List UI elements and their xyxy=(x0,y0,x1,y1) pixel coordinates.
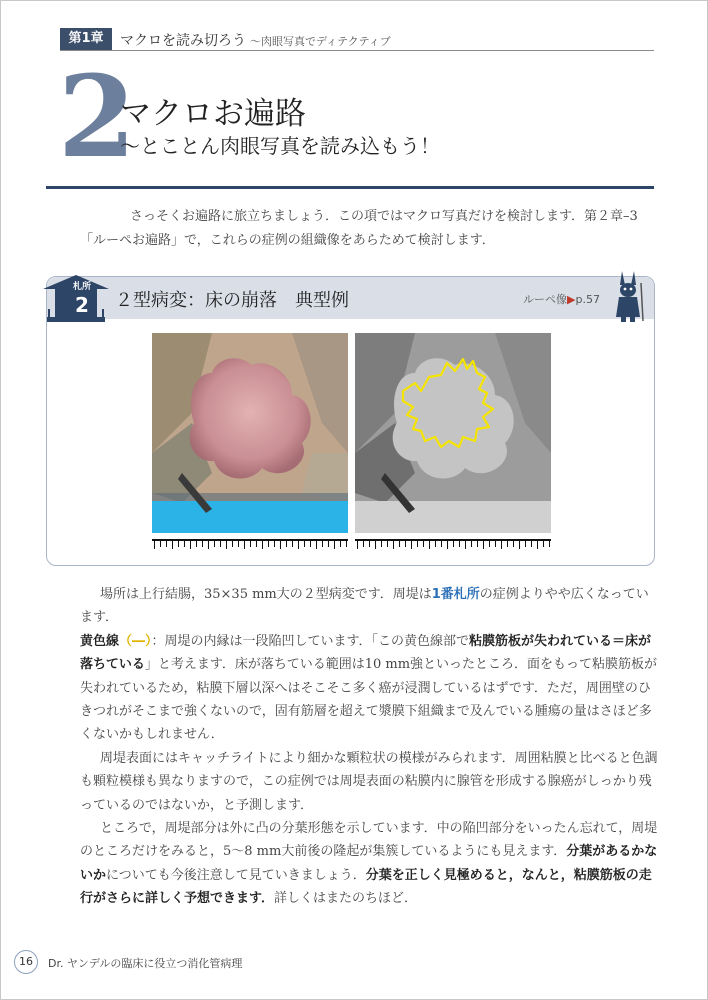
intro-text xyxy=(80,205,660,253)
case-panel xyxy=(46,276,655,566)
paragraph-yellow-line xyxy=(80,630,660,747)
body-text xyxy=(80,583,660,911)
paragraph-location xyxy=(80,583,660,630)
paragraph-location-text: 場所は上行結腸，35×35 mm大の２型病変です．周堤は xyxy=(100,587,432,602)
yellow-line-label: 黄色線 xyxy=(80,633,120,649)
fuda-1-link[interactable]: 1番札所 xyxy=(431,587,480,602)
lobulation-text-2: についても今後注意して見ていきましょう． xyxy=(106,867,366,883)
chapter-badge: 第1章 xyxy=(60,28,112,50)
lobulation-emphasis-2: 分葉を正しく見極めると，なんと，粘膜筋板の走行がさらに詳しく予想できます． xyxy=(80,867,652,907)
chapter-rule xyxy=(60,50,654,51)
yellow-line-text: ：周堤の内縁は一段陥凹しています．「この黄色線部で xyxy=(151,633,469,649)
section-rule xyxy=(46,186,654,189)
loupe-reference[interactable] xyxy=(523,291,600,307)
loupe-reference-label: ルーペ像 xyxy=(523,293,568,306)
macro-photo-annotated xyxy=(355,333,551,551)
chapter-title xyxy=(120,30,391,50)
lobulation-tail: 詳しくはまたのちほど． xyxy=(273,891,417,907)
rabbit-pilgrim-mascot-icon xyxy=(610,269,646,323)
paragraph-lobulation xyxy=(80,817,660,911)
section-number: 2 xyxy=(58,52,136,183)
case-title: ２型病変：床の崩落 典型例 xyxy=(115,290,349,311)
yellow-line-emphasis: 粘膜筋板が失われている＝床が落ちている xyxy=(80,633,652,673)
lobulation-emphasis-1: 分葉があるかないか xyxy=(80,844,658,883)
page-number: 16 xyxy=(14,950,38,974)
yellow-line-marker: （―） xyxy=(119,633,152,649)
yellow-line-tail: 」と考えます．床が落ちている範囲は10 mm強といったところ．面をもって粘膜筋板が失われているため，粘膜下層以深へはそこそこ多く癌が浸潤しているはずです．ただ，周囲壁のひきつれがそこまで強くないので，固有筋層を超えて漿膜下組織まで及んでいる腫瘍の量はさほど多くないかもしれません． xyxy=(80,657,658,743)
macro-photo-color xyxy=(152,333,348,551)
paragraph-surface: 周堤表面にはキャッチライトにより細かな顆粒状の模様がみられます．周囲粘膜と比べると色調も顆粒模様も異なりますので，この症例では周堤表面の粘膜内に腺管を形成する腺癌がしっかり残っているのではないか，と予測します． xyxy=(80,750,658,813)
paragraph-location-tail: の症例よりやや広くなっています． xyxy=(80,587,649,626)
chapter-title-text: マクロを読み切ろう xyxy=(120,33,246,49)
section-title: マクロお遍路 xyxy=(120,96,306,132)
section-subtitle: ～とことん肉眼写真を読み込もう！ xyxy=(120,134,440,158)
intro-paragraph: さっそくお遍路に旅立ちましょう．この項ではマクロ写真だけを検討します．第２章–3「ルーペお遍路」で，これらの症例の組織像をあらためて検討します． xyxy=(80,209,638,248)
chapter-subtitle: ～肉眼写真でディテクティブ xyxy=(250,35,391,48)
fuda-label: 札所 xyxy=(72,282,91,292)
fuda-number: 2 xyxy=(75,293,89,317)
play-triangle-icon: ▶ xyxy=(567,293,576,306)
book-title: Dr. ヤンデルの臨床に役立つ消化管病理 xyxy=(48,957,243,970)
loupe-reference-page: p.57 xyxy=(575,293,600,306)
lobulation-text: ところで，周堤部分は外に凸の分葉形態を示しています．中の陥凹部分をいったん忘れて，周堤のところだけをみると，5～8 mm大前後の隆起が集簇しているようにも見えます． xyxy=(80,821,658,860)
